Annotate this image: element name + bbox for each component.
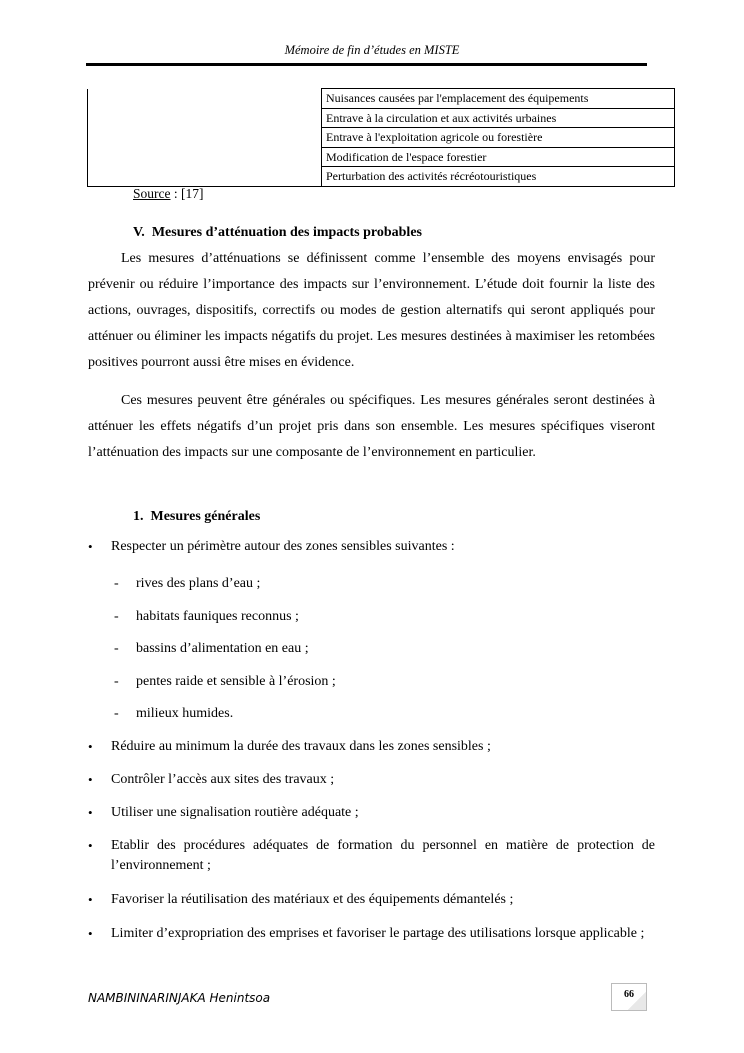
subsection-heading	[133, 509, 260, 525]
list-item-text: Contrôler l’accès aux sites des travaux ;	[111, 772, 335, 787]
paragraph	[88, 246, 655, 376]
section-number: V.	[133, 225, 145, 240]
bullet-mark: •	[88, 838, 93, 853]
dash-item	[114, 704, 233, 724]
list-item	[88, 836, 655, 876]
dash-item-text: pentes raide et sensible à l’érosion ;	[136, 674, 336, 689]
page-number: 66	[624, 989, 634, 1000]
section-title: Mesures d’atténuation des impacts probables	[151, 225, 422, 240]
table-cell: Nuisances causées par l'emplacement des équipements	[322, 89, 675, 109]
bullet-mark: •	[88, 892, 93, 907]
list-item-text: Etablir des procédures adéquates de formation du personnel en matière de protection de l’environnement ;	[111, 838, 655, 873]
dash-mark: -	[114, 641, 119, 656]
list-item-text: Respecter un périmètre autour des zones sensibles suivantes :	[111, 539, 455, 554]
list-item	[88, 803, 655, 823]
impacts-table	[87, 88, 675, 187]
page-number-box	[611, 983, 647, 1011]
table-cell: Entrave à l'exploitation agricole ou forestière	[322, 128, 675, 148]
dash-item	[114, 639, 309, 659]
page-header-title: Mémoire de fin d’études en MISTE	[284, 43, 460, 57]
paragraph-text: Ces mesures peuvent être générales ou spécifiques. Les mesures générales seront destinées à atténuer les effets négatifs d’un projet pris dans son ensemble. Les mesures spécifiques viseront l’atténuation des impacts sur une composante de l’environnement en particulier.	[88, 393, 655, 460]
dash-item	[114, 607, 299, 627]
table-empty-cell	[88, 89, 322, 187]
footer-author: NAMBININARINJAKA Henintsoa	[88, 991, 271, 1005]
list-item-text: Réduire au minimum la durée des travaux dans les zones sensibles ;	[111, 739, 491, 754]
subsection-title: Mesures générales	[150, 509, 261, 524]
list-item-text: Favoriser la réutilisation des matériaux et des équipements démantelés ;	[111, 892, 514, 907]
list-item-text: Utiliser une signalisation routière adéquate ;	[111, 805, 359, 820]
bullet-mark: •	[88, 926, 93, 941]
list-item	[88, 770, 655, 790]
bullet-mark: •	[88, 539, 93, 554]
dash-item-text: rives des plans d’eau ;	[136, 576, 261, 591]
bullet-mark: •	[88, 772, 93, 787]
dash-mark: -	[114, 706, 119, 721]
dash-item-text: habitats fauniques reconnus ;	[136, 609, 299, 624]
dash-item-text: milieux humides.	[136, 706, 234, 721]
paragraph-text: Les mesures d’atténuations se définissent comme l’ensemble des moyens envisagés pour prévenir ou réduire l’importance des impacts sur l’environnement. L’étude doit fournir la liste des actions, ouvrages, dispositifs, correctifs ou modes de gestion alternatifs qui seront appliqués pour atténuer ou éliminer les impacts négatifs du projet. Les mesures destinées à maximiser les retombées positives pourront aussi être mises en évidence.	[88, 251, 655, 370]
source-separator: :	[170, 186, 182, 201]
source-ref: [17]	[181, 186, 204, 201]
bullet-mark: •	[88, 805, 93, 820]
list-item	[88, 890, 655, 910]
header-rule	[86, 63, 647, 66]
table-cell: Entrave à la circulation et aux activités urbaines	[322, 108, 675, 128]
table-row	[88, 89, 675, 109]
list-item	[88, 737, 655, 757]
source-label: Source	[133, 186, 171, 201]
paragraph	[88, 388, 655, 466]
list-item	[88, 924, 655, 944]
table-cell: Modification de l'espace forestier	[322, 147, 675, 167]
dash-item	[114, 672, 336, 692]
list-item-text: Limiter d’expropriation des emprises et favoriser le partage des utilisations lorsque applicable ;	[111, 926, 645, 941]
list-item	[88, 537, 655, 557]
bullet-mark: •	[88, 739, 93, 754]
source-citation	[133, 186, 204, 202]
dash-mark: -	[114, 576, 119, 591]
table-cell: Perturbation des activités récréotouristiques	[322, 167, 675, 187]
dash-mark: -	[114, 609, 119, 624]
section-heading	[133, 225, 422, 241]
dash-mark: -	[114, 674, 119, 689]
dash-item	[114, 574, 260, 594]
subsection-number: 1.	[133, 509, 144, 524]
dash-item-text: bassins d’alimentation en eau ;	[136, 641, 309, 656]
